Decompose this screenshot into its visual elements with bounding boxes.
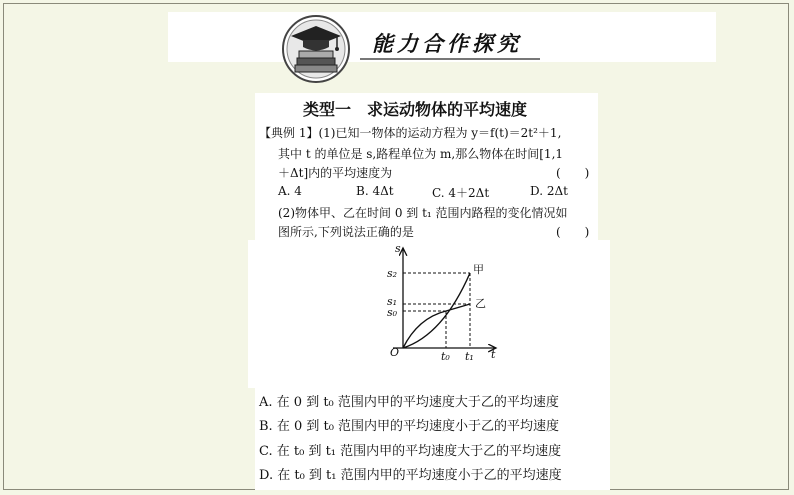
- banner-title: 能力合作探究: [372, 32, 522, 56]
- answer-paren-1: ( ): [556, 166, 590, 180]
- t0-label: t₀: [441, 350, 450, 363]
- answer-paren-2: ( ): [556, 225, 590, 239]
- graduation-cap-books-icon: [281, 14, 351, 84]
- banner-underline: [360, 58, 540, 60]
- choice-d: D. 2Δt: [530, 184, 568, 198]
- jia-label: 甲: [473, 263, 484, 276]
- problem-line-2: 其中 t 的单位是 s,路程单位为 m,那么物体在时间[1,1: [278, 147, 564, 161]
- section-heading: 类型一 求运动物体的平均速度: [303, 100, 528, 119]
- choice-b: B. 4Δt: [356, 184, 394, 198]
- s2-label: s₂: [387, 267, 398, 280]
- option-b: B. 在 0 到 t₀ 范围内甲的平均速度小于乙的平均速度: [259, 419, 560, 434]
- choice-c: C. 4＋2Δt: [432, 186, 490, 200]
- s0-label: s₀: [387, 306, 398, 319]
- problem-line-1: 【典例 1】(1)已知一物体的运动方程为 y＝f(t)＝2t²＋1,: [259, 126, 562, 140]
- problem-line-3: ＋Δt]内的平均速度为: [278, 166, 393, 180]
- problem-line-6: 图所示,下列说法正确的是: [278, 225, 414, 239]
- t1-label: t₁: [465, 350, 474, 363]
- option-a: A. 在 0 到 t₀ 范围内甲的平均速度大于乙的平均速度: [259, 395, 559, 410]
- y-axis-label: s: [395, 242, 401, 255]
- choice-a: A. 4: [278, 184, 302, 198]
- s1-label: s₁: [387, 295, 398, 308]
- x-axis-label: t: [491, 348, 496, 361]
- option-c: C. 在 t₀ 到 t₁ 范围内甲的平均速度大于乙的平均速度: [259, 444, 562, 459]
- distance-time-graph: [248, 240, 610, 388]
- option-d: D. 在 t₀ 到 t₁ 范围内甲的平均速度小于乙的平均速度: [259, 468, 562, 483]
- problem-line-5: (2)物体甲、乙在时间 0 到 t₁ 范围内路程的变化情况如: [278, 206, 568, 220]
- yi-label: 乙: [475, 297, 486, 310]
- origin-label: O: [390, 346, 400, 359]
